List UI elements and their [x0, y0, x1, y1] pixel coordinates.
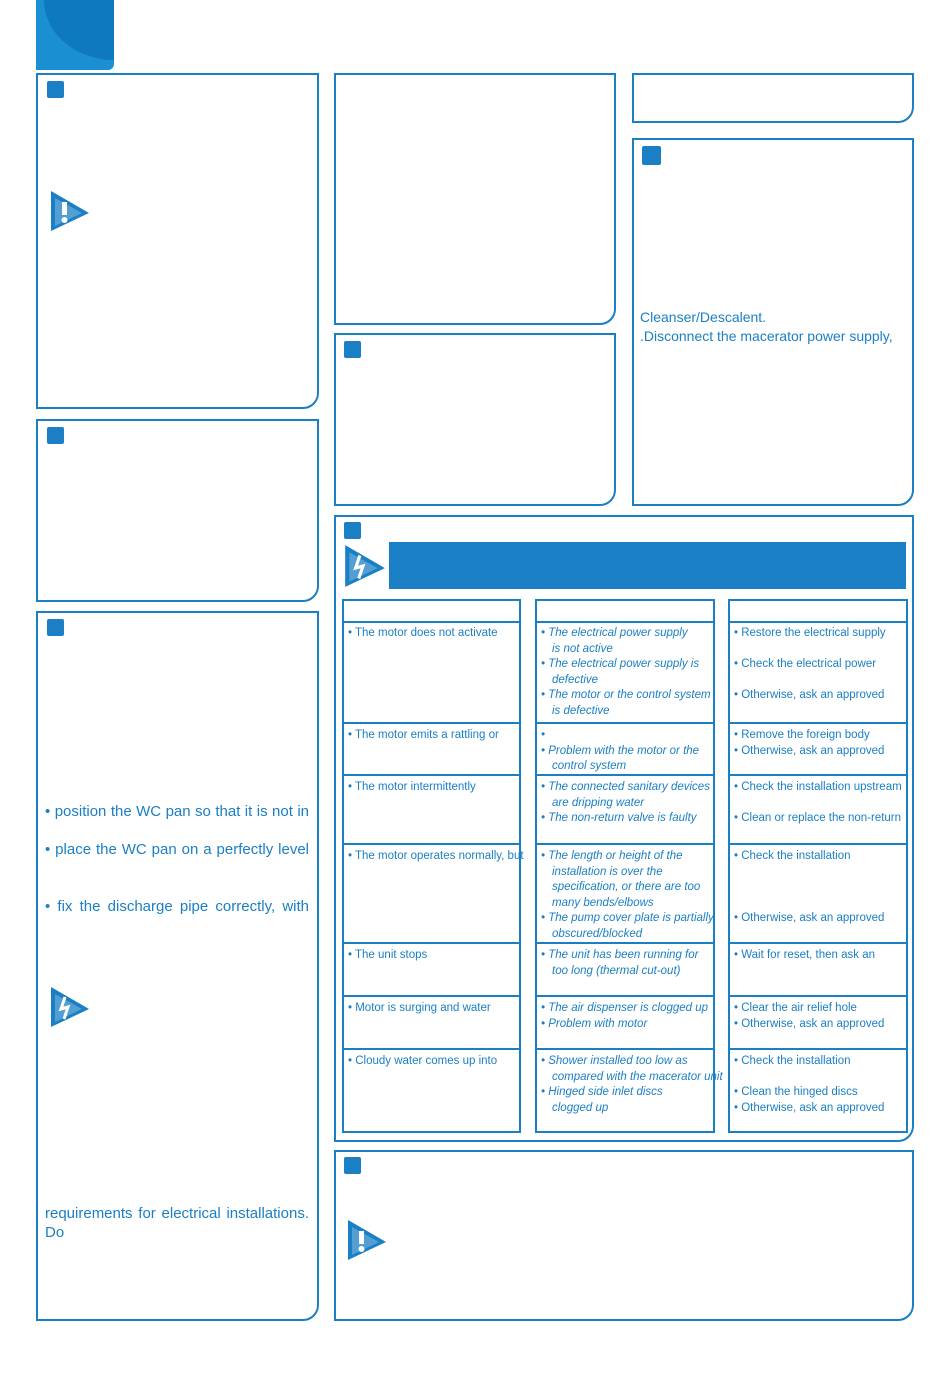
table-row [730, 622, 906, 722]
fault-column-header [344, 601, 519, 623]
table-row [730, 942, 906, 995]
warning-triangle-icon [344, 1218, 388, 1262]
table-row [344, 942, 519, 995]
table-cell-text: specification, or there are too [552, 881, 701, 894]
electrical-requirements-text: requirements for electrical installations. Do [45, 1205, 309, 1241]
table-cell-text: • Check the electrical power [734, 658, 877, 671]
table-cell-text: • The connected sanitary devices [541, 781, 710, 793]
table-cell-text: • The non-return valve is faulty [541, 812, 697, 825]
fault-column [342, 599, 524, 1133]
table-row [344, 774, 519, 843]
table-cell-text: • Restore the electrical supply [734, 627, 886, 639]
table-cell-text: • Check the installation [734, 1055, 851, 1067]
table-cell-text: • Otherwise, ask an approved [734, 912, 885, 925]
table-cell-text: • The length or height of the [541, 850, 683, 862]
table-cell-text: • Problem with the motor or the [541, 744, 700, 757]
table-cell-text: • The unit has been running for [541, 949, 699, 961]
section-marker [47, 619, 64, 636]
left-panel-3 [36, 611, 319, 1321]
right-panel-1 [632, 73, 914, 123]
install-bullet-2: • place the WC pan on a perfectly level [45, 841, 309, 858]
table-row [537, 995, 713, 1048]
table-row [344, 622, 519, 722]
table-cell-text: • Cloudy water comes up into [348, 1055, 498, 1067]
right-panel-2 [632, 138, 914, 506]
table-row [537, 722, 713, 774]
cause-column-header [537, 601, 713, 623]
table-cell-text: • The motor operates normally, but [348, 850, 524, 862]
table-cell-text: • Otherwise, ask an approved [734, 1101, 885, 1114]
section-marker [47, 81, 64, 98]
middle-panel-2 [334, 333, 616, 506]
table-row [730, 1048, 906, 1131]
table-row [537, 843, 713, 942]
left-panel-2 [36, 419, 319, 602]
table-cell-text: • Wait for reset, then ask an [734, 949, 876, 961]
table-cell-text: are dripping water [552, 796, 645, 809]
table-row [344, 722, 519, 774]
table-cell-text: • The pump cover plate is partially [541, 912, 714, 925]
table-cell-text: • Check the installation [734, 850, 851, 862]
table-cell-text: • The motor intermittently [348, 781, 476, 793]
table-cell-text: • The electrical power supply [541, 627, 688, 639]
table-cell-text: obscured/blocked [552, 928, 643, 940]
table-cell-text: • Hinged side inlet discs [541, 1086, 663, 1099]
bottom-panel [334, 1150, 914, 1321]
table-cell-text: • Clean or replace the non-return [734, 812, 902, 825]
warning-triangle-icon [47, 189, 91, 233]
page-corner-tab [36, 0, 114, 70]
remedy-column-header [730, 601, 906, 623]
table-cell-text: • Clean the hinged discs [734, 1086, 858, 1099]
maintenance-line-1: Cleanser/Descalent. [640, 309, 767, 325]
table-cell-text: is defective [552, 705, 610, 717]
section-marker [47, 427, 64, 444]
section-marker [344, 1157, 361, 1174]
table-cell-text: • Check the installation upstream [734, 781, 902, 793]
table-row [344, 843, 524, 942]
table-row [730, 843, 906, 942]
table-cell-text: • The unit stops [348, 949, 428, 961]
table-cell-text: • Clear the air relief hole [734, 1002, 857, 1014]
remedy-column [728, 599, 908, 1133]
electric-hazard-icon [341, 543, 387, 589]
table-row [730, 774, 906, 843]
table-cell-text: control system [552, 760, 627, 773]
table-cell-text: • Remove the foreign body [734, 729, 870, 741]
section-marker [344, 522, 361, 539]
table-row [537, 622, 713, 722]
table-cell-text: • The motor or the control system [541, 689, 711, 702]
table-cell-text: too long (thermal cut-out) [552, 964, 681, 977]
table-cell-text: • The electrical power supply is [541, 658, 700, 671]
middle-panel-1 [334, 73, 616, 325]
table-cell-text: many bends/elbows [552, 896, 654, 909]
table-cell-text: is not active [552, 642, 613, 655]
table-cell-text: • Motor is surging and water [348, 1002, 491, 1014]
table-cell-text: • Otherwise, ask an approved [734, 689, 885, 702]
table-cell-text: • Otherwise, ask an approved [734, 744, 885, 757]
table-cell-text: • Otherwise, ask an approved [734, 1017, 885, 1030]
cause-column [535, 599, 723, 1133]
table-cell-text: • The motor does not activate [348, 627, 498, 639]
table-cell-text: • Shower installed too low as [541, 1055, 688, 1067]
table-row [344, 1048, 519, 1131]
table-row [730, 995, 906, 1048]
table-row [344, 995, 519, 1048]
table-row [537, 942, 713, 995]
left-panel-1 [36, 73, 319, 409]
table-row [537, 1048, 723, 1131]
table-cell-text: • Problem with motor [541, 1017, 648, 1030]
install-bullet-1: • position the WC pan so that it is not in [45, 803, 309, 820]
troubleshooting-banner [389, 542, 906, 589]
table-row [730, 722, 906, 774]
table-cell-text: • The motor emits a rattling or [348, 729, 499, 741]
table-cell-text: installation is over the [552, 865, 663, 878]
electric-hazard-icon [47, 985, 91, 1029]
table-cell-text: clogged up [552, 1101, 609, 1114]
table-cell-text: • The air dispenser is clogged up [541, 1002, 709, 1014]
table-row [537, 774, 713, 843]
table-cell-text: compared with the macerator unit [552, 1070, 723, 1083]
section-marker [344, 341, 361, 358]
table-cell-text: defective [552, 673, 599, 686]
maintenance-line-2: .Disconnect the macerator power supply, [640, 328, 893, 344]
table-cell-text: • [541, 729, 546, 741]
section-marker [642, 146, 661, 165]
install-bullet-3: • fix the discharge pipe correctly, with [45, 898, 309, 915]
